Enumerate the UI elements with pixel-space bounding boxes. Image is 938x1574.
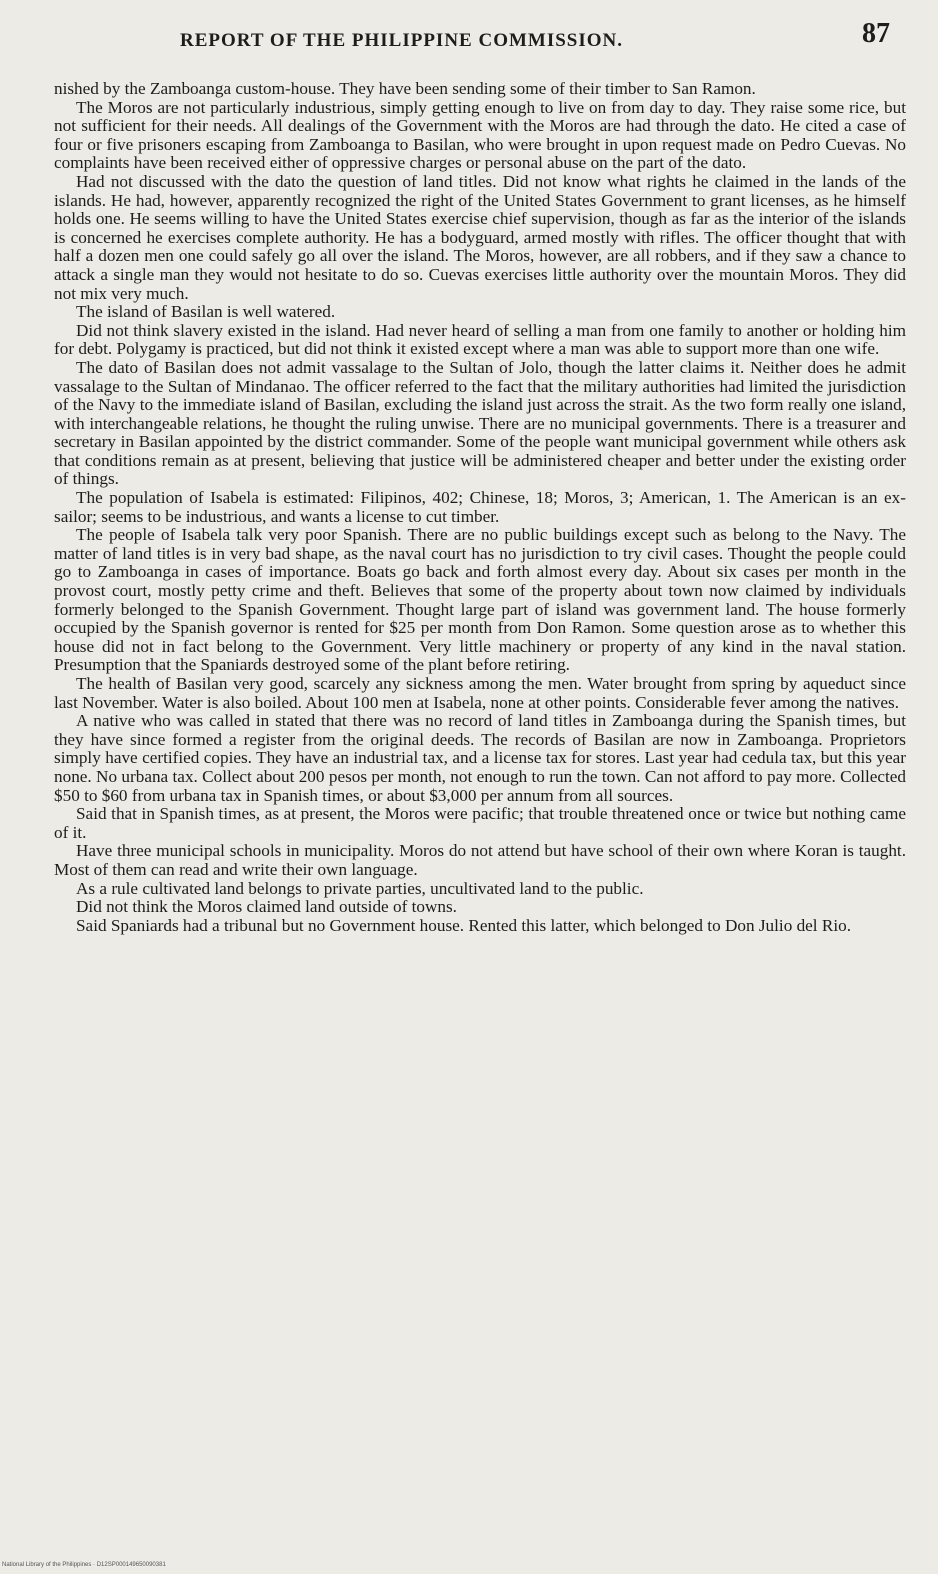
paragraph: The population of Isabela is estimated: Filipinos, 402; Chinese, 18; Moros, 3; American, 1. The American is an ex-sailor; seems to be industrious, and wants a license to cut timber.	[54, 488, 906, 526]
paragraph: The people of Isabela talk very poor Spanish. There are no public buildings except such as belong to the Navy. The matter of land titles is in very bad shape, as the naval court has no jurisdiction to try civil cases. Thought the people could go to Zamboanga in cases of importance. Boats go back and forth almost every day. About six cases per month in the provost court, mostly petty crime and theft. Believes that some of the property about town now claimed by individuals formerly belonged to the Spanish Government. Thought large part of island was government land. The house formerly occupied by the Spanish governor is rented for $25 per month from Don Ramon. Some question arose as to whether this house did not in fact belong to the Government. Very little machinery or property of any kind in the naval station. Presumption that the Spaniards destroyed some of the plant before retiring.	[54, 525, 906, 675]
paragraph: The health of Basilan very good, scarcely any sickness among the men. Water brought from spring by aqueduct since last November. Water is also boiled. About 100 men at Isabela, none at other points. Considerable fever among the natives.	[54, 674, 906, 712]
paragraph: The Moros are not particularly industrious, simply getting enough to live on from day to day. They raise some rice, but not sufficient for their needs. All dealings of the Government with the Moros are had through the dato. He cited a case of four or five prisoners escaping from Zamboanga to Basilan, who were brought in upon request made on Pedro Cuevas. No complaints have been received either of oppressive charges or personal abuse on the part of the dato.	[54, 97, 906, 173]
body-text	[54, 80, 906, 935]
scan-credit: National Library of the Philippines · D12SP000149650090381	[2, 1562, 166, 1568]
running-head: REPORT OF THE PHILIPPINE COMMISSION.	[180, 30, 624, 51]
paragraph: Had not discussed with the dato the question of land titles. Did not know what rights he claimed in the lands of the islands. He had, however, apparently recognized the right of the United States Government to grant licenses, as he himself holds one. He seems willing to have the United States exercise chief supervision, though as far as the interior of the islands is concerned he exercises complete authority. He has a bodyguard, armed mostly with rifles. The officer thought that with half a dozen men one could safely go all over the island. The Moros, however, are all robbers, and if they saw a chance to attack a single man they would not hesitate to do so. Cuevas exercises little authority over the mountain Moros. They did not mix very much.	[54, 171, 906, 303]
page-header	[0, 18, 938, 58]
paragraph: Have three municipal schools in municipality. Moros do not attend but have school of their own where Koran is taught. Most of them can read and write their own language.	[54, 841, 906, 879]
paragraph: The dato of Basilan does not admit vassalage to the Sultan of Jolo, though the latter claims it. Neither does he admit vassalage to the Sultan of Mindanao. The officer referred to the fact that the military authorities had limited the jurisdiction of the Navy to the immediate island of Basilan, excluding the island just across the strait. As the two form really one island, with interchangeable relations, he thought the ruling unwise. There are no municipal governments. There is a treasurer and secretary in Basilan appointed by the district commander. Some of the people want municipal government while others ask that conditions remain as at present, believing that justice will be administered cheaper and better under the existing order of things.	[54, 357, 906, 489]
paragraph: Did not think slavery existed in the island. Had never heard of selling a man from one family to another or holding him for debt. Polygamy is practiced, but did not think it existed except where a man was able to support more than one wife.	[54, 320, 906, 359]
page-number: 87	[862, 18, 890, 49]
paragraph: nished by the Zamboanga custom-house. They have been sending some of their timber to San Ramon.	[54, 79, 756, 98]
paragraph: The island of Basilan is well watered.	[76, 302, 336, 322]
paragraph: Said Spaniards had a tribunal but no Government house. Rented this latter, which belonged to Don Julio del Rio.	[76, 915, 852, 935]
paragraph: Did not think the Moros claimed land outside of towns.	[76, 897, 457, 917]
paragraph: Said that in Spanish times, as at present, the Moros were pacific; that trouble threatened once or twice but nothing came of it.	[54, 804, 906, 842]
paragraph: A native who was called in stated that there was no record of land titles in Zamboanga during the Spanish times, but they have since formed a register from the original deeds. The records of Basilan are now in Zamboanga. Proprietors simply have certified copies. They have an industrial tax, and a license tax for stores. Last year had cedula tax, but this year none. No urbana tax. Collect about 200 pesos per month, not enough to run the town. Can not afford to pay more. Collected $50 to $60 from urbana tax in Spanish times, or about $3,000 per annum from all sources.	[54, 711, 906, 805]
paragraph: As a rule cultivated land belongs to private parties, uncultivated land to the public.	[76, 878, 644, 898]
